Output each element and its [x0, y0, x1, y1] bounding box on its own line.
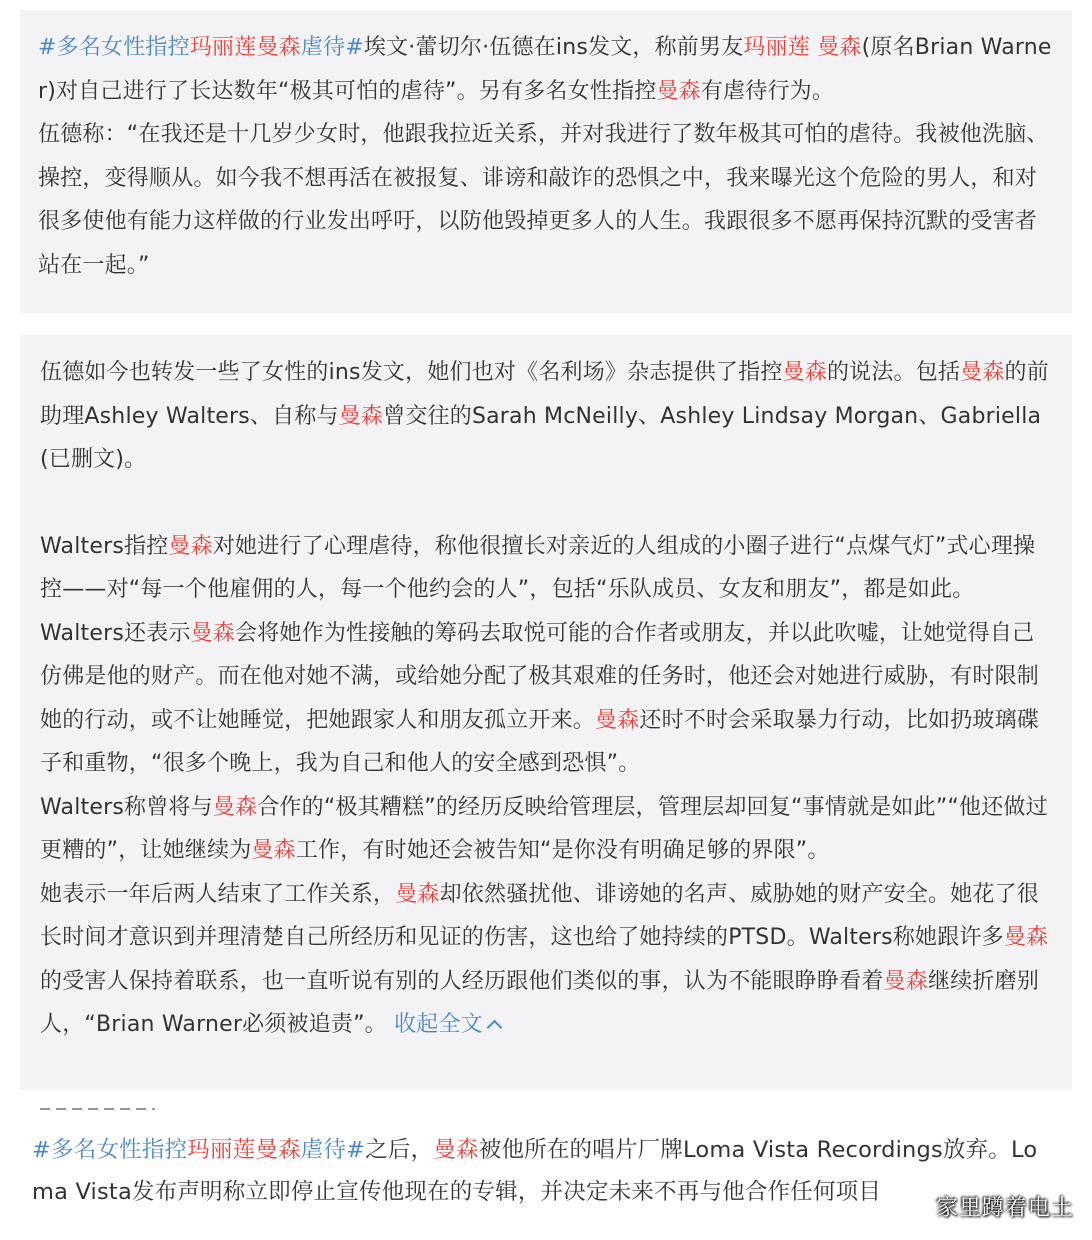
keyword-highlight: 曼森	[433, 1137, 479, 1163]
text-segment: 还时不时会采取暴力行动，比如扔玻璃碟子和重物，“很多个晚上，我为自己和他人的安全感到恐惧”。	[40, 707, 1040, 776]
topic-hashtag-link[interactable]: 虐待#	[300, 35, 364, 60]
text-segment: 会将她作为性接触的筹码去取悦可能的合作者或朋友，并以此吹嘘，让她觉得自己仿佛是他的财产。而在他对她不满，或给她分配了极其艰难的任务时，他还会对她进行威胁，有时限制她的行动，或不让她睡觉，把她跟家人和朋友孤立开来。	[40, 620, 1040, 733]
post-paragraph	[40, 351, 1052, 482]
text-segment: Walters称曾将与	[40, 794, 213, 820]
text-segment: 埃文·蕾切尔·伍德在ins发文，称前男友	[363, 35, 744, 60]
post-paragraph	[40, 873, 1052, 1047]
topic-hashtag-link[interactable]: #多名女性指控	[38, 35, 190, 60]
keyword-highlight: 玛丽莲曼森	[187, 1137, 301, 1163]
keyword-highlight: 玛丽莲曼森	[189, 35, 301, 60]
text-segment: 对她进行了心理虐待，称他很擅长对亲近的人组成的小圈子进行“点煤气灯”式心理操控——对“每一个他雇佣的人，每一个他约会的人”，包括“乐队成员、女友和朋友”，都是如此。	[40, 533, 1036, 602]
text-segment: 却依然骚扰他、诽谤她的名声、威胁她的财产安全。她花了很长时间才意识到并理清楚自己所经历和见证的伤害，这也给了她持续的PTSD。Walters称她跟许多	[40, 881, 1040, 950]
post-paragraph-body	[40, 882, 1048, 1038]
paragraph-gap	[40, 482, 1052, 525]
collapse-full-text-link[interactable]	[394, 1012, 500, 1037]
post-card-followup	[20, 1115, 1072, 1240]
topic-hashtag-link[interactable]: 虐待#	[300, 1137, 366, 1163]
text-segment: 伍德称：“在我还是十几岁少女时，他跟我拉近关系，并对我进行了数年极其可怕的虐待。我被他洗脑、操控，变得顺从。如今我不想再活在被报复、诽谤和敲诈的恐惧之中，我来曝光这个危险的男人，和对很多使他有能力这样做的行业发出呼吁，以防他毁掉更多人的人生。我跟很多不愿再保持沉默的受害者站在一起。”	[38, 122, 1049, 278]
keyword-highlight: 曼森	[656, 78, 701, 104]
post-paragraph	[38, 26, 1052, 113]
keyword-highlight: 曼森	[338, 403, 384, 429]
text-segment: 合作的“极其糟糕”的经历反映给管理层，管理层却回复“事情就是如此”“他还做过更糟的”，让她继续为	[40, 794, 1048, 863]
post-paragraph	[38, 113, 1052, 287]
topic-hashtag-link[interactable]: #多名女性指控	[32, 1137, 188, 1163]
keyword-highlight: 曼森	[251, 838, 296, 863]
text-segment: 有虐待行为。	[700, 78, 835, 104]
text-segment: 之后，	[365, 1137, 434, 1163]
text-segment: (原名Brian Warner)对自己进行了长达数年“极其可怕的虐待”。另有多名女性指控	[38, 35, 1052, 104]
text-segment: 被他所在的唱片厂牌Loma Vista Recordings放弃。Loma Vista发布声明称立即停止宣传他现在的专辑，并决定未来不再与他合作任何项目	[32, 1137, 1038, 1205]
text-segment: 的受害人保持着联系，也一直听说有别的人经历跟他们类似的事，认为不能眼睁睁看着	[40, 968, 884, 994]
keyword-highlight: 曼森	[212, 794, 258, 820]
text-segment: 工作，有时她还会被告知“是你没有明确足够的界限”。	[295, 838, 830, 863]
text-segment: 的前助理Ashley Walters、自称与	[40, 360, 1049, 429]
watermark: 家里蹲着电土	[935, 1196, 1074, 1221]
keyword-highlight: 曼森	[960, 360, 1005, 385]
text-segment: Walters指控	[40, 533, 169, 559]
post-paragraph	[40, 525, 1052, 612]
divider	[40, 1108, 155, 1110]
post-paragraph	[32, 1129, 1052, 1213]
keyword-highlight: 曼森	[190, 620, 236, 646]
text-segment: 曾交往的Sarah McNeilly、Ashley Lindsay Morgan、Gabriella(已删文)。	[40, 403, 1042, 472]
post-card-original	[20, 10, 1072, 313]
keyword-highlight: 曼森	[782, 360, 827, 385]
keyword-highlight: 曼森	[595, 707, 640, 733]
keyword-highlight: 玛丽莲 曼森	[743, 35, 862, 60]
text-segment: Walters还表示	[40, 620, 191, 646]
collapse-label: 收起全文	[394, 1012, 483, 1037]
post-paragraph	[40, 612, 1052, 786]
text-segment: 继续折磨别人，“Brian Warner必须被追责”。	[40, 968, 1040, 1037]
keyword-highlight: 曼森	[1003, 925, 1049, 950]
post-card-expanded	[20, 335, 1072, 1090]
text-segment: 的说法。包括	[826, 360, 961, 385]
chevron-up-icon	[487, 1020, 503, 1036]
keyword-highlight: 曼森	[395, 881, 440, 907]
text-segment: 伍德如今也转发一些了女性的ins发文，她们也对《名利场》杂志提供了指控	[40, 360, 783, 385]
keyword-highlight: 曼森	[168, 533, 213, 559]
post-paragraph	[40, 786, 1052, 873]
keyword-highlight: 曼森	[883, 968, 929, 994]
text-segment: 她表示一年后两人结束了工作关系，	[40, 881, 396, 907]
